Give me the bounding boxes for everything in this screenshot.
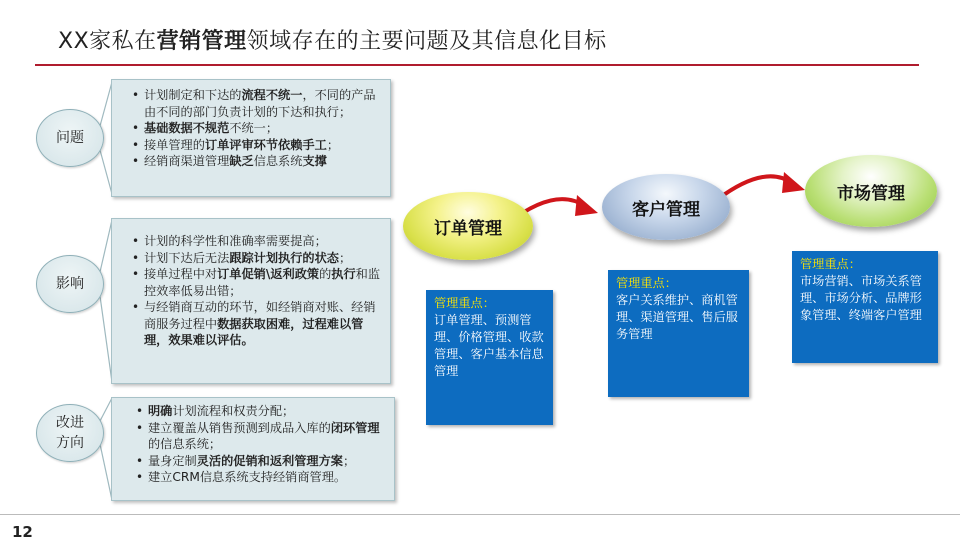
footer-divider bbox=[0, 514, 960, 515]
impact-item: • 接单过程中对订单促销\返利政策的执行和监控效率低易出错； bbox=[144, 266, 382, 299]
focus-body-order: 订单管理、预测管理、价格管理、收款管理、客户基本信息管理 bbox=[434, 313, 544, 378]
category-improvements-label: 改进 方向 bbox=[56, 415, 84, 451]
arrowhead-1 bbox=[575, 195, 598, 216]
problem-item: • 经销商渠道管理缺乏信息系统支撑 bbox=[144, 153, 382, 170]
impact-item: • 计划下达后无法跟踪计划执行的状态； bbox=[144, 250, 382, 267]
impact-item: • 与经销商互动的环节，如经销商对账、经销商服务过程中数据获取困难，过程难以管理，效果难以评估。 bbox=[144, 299, 382, 349]
focus-head-customer: 管理重点： bbox=[616, 276, 677, 290]
improvement-item: • 建立CRM信息系统支持经销商管理。 bbox=[148, 469, 386, 486]
title-bold: 营销管理 bbox=[156, 29, 247, 54]
stage-order-orb bbox=[403, 192, 533, 260]
arrowhead-2 bbox=[782, 172, 805, 193]
impact-item: • 计划的科学性和准确率需要提高； bbox=[144, 233, 382, 250]
stage-customer-orb bbox=[602, 174, 730, 240]
focus-body-market: 市场营销、市场关系管理、市场分析、品牌形象管理、终端客户管理 bbox=[800, 274, 922, 322]
impacts-panel bbox=[111, 218, 391, 384]
problem-item: • 接单管理的订单评审环节依赖手工； bbox=[144, 137, 382, 154]
category-problems-label: 问题 bbox=[56, 130, 84, 146]
category-improvements bbox=[36, 404, 104, 462]
stage-market-orb bbox=[805, 155, 937, 227]
focus-body-customer: 客户关系维护、商机管理、渠道管理、售后服务管理 bbox=[616, 293, 738, 341]
focus-head-order: 管理重点： bbox=[434, 296, 495, 310]
title-part2: 领域存在的主要问题及其信息化目标 bbox=[246, 29, 607, 54]
arrow-customer-to-market bbox=[718, 176, 792, 199]
stage-order-label: 订单管理 bbox=[434, 218, 502, 239]
category-impacts bbox=[36, 255, 104, 313]
focus-head-market: 管理重点： bbox=[800, 257, 861, 271]
problems-panel bbox=[111, 79, 391, 197]
category-problems bbox=[36, 109, 104, 167]
improvement-item: • 量身定制灵活的促销和返利管理方案； bbox=[148, 453, 386, 470]
focus-box-market bbox=[792, 251, 938, 363]
focus-box-customer bbox=[608, 270, 749, 397]
title-part1: XX家私在 bbox=[58, 29, 157, 54]
stage-customer-label: 客户管理 bbox=[632, 199, 700, 220]
page-number: 12 bbox=[12, 523, 33, 541]
improvements-panel bbox=[111, 397, 395, 501]
problem-item: • 基础数据不规范不统一； bbox=[144, 120, 382, 137]
category-impacts-label: 影响 bbox=[56, 276, 84, 292]
stage-market-label: 市场管理 bbox=[837, 183, 905, 204]
focus-box-order bbox=[426, 290, 553, 425]
improvement-item: • 明确计划流程和权责分配； bbox=[148, 403, 386, 420]
problem-item: • 计划制定和下达的流程不统一，不同的产品由不同的部门负责计划的下达和执行； bbox=[144, 87, 382, 120]
improvement-item: • 建立覆盖从销售预测到成品入库的闭环管理的信息系统； bbox=[148, 420, 386, 453]
